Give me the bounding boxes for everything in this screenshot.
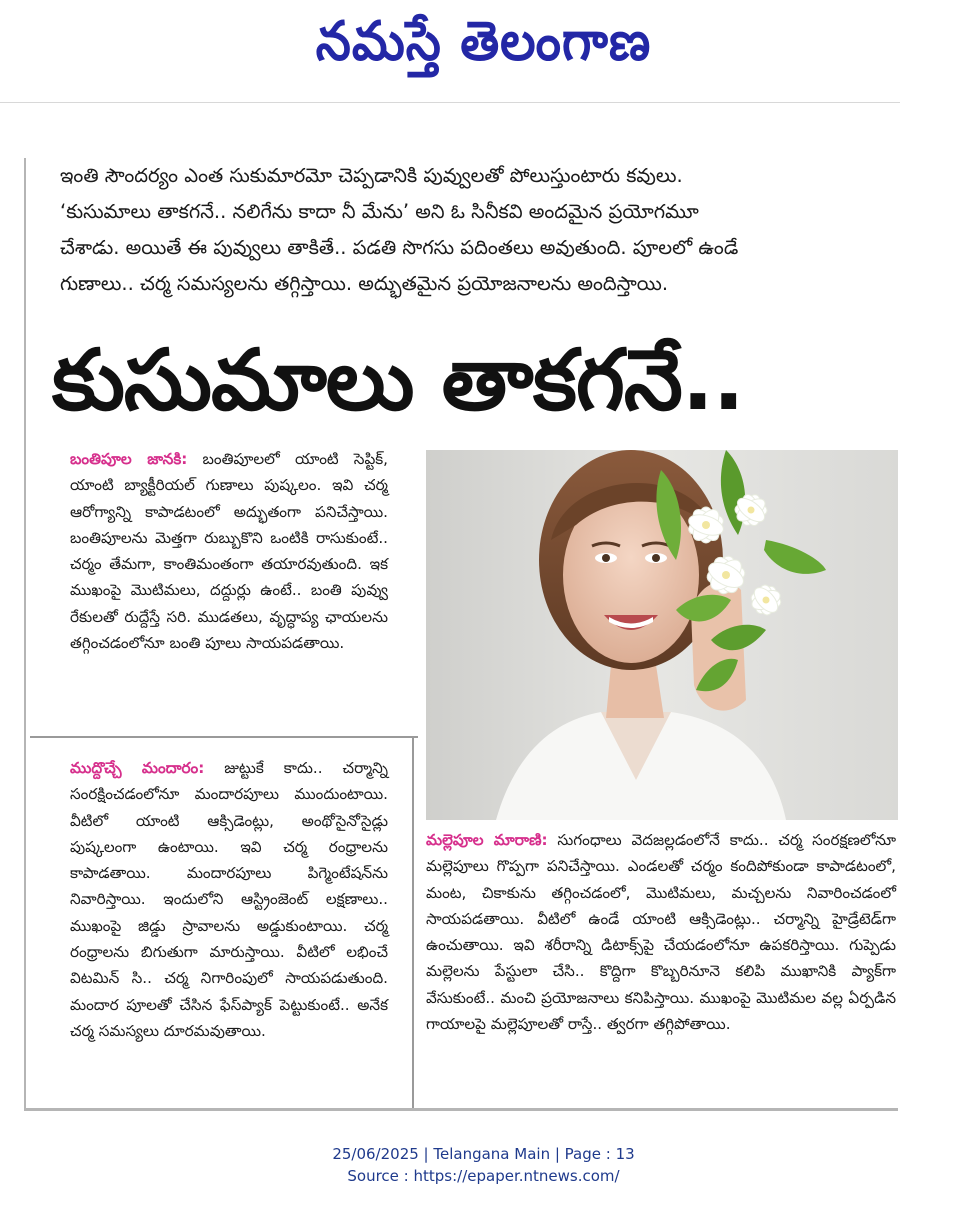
masthead-logo: నమస్తే తెలంగాణ: [315, 9, 652, 73]
section-body: సుగంధాలు వెదజల్లడంలోనే కాదు.. చర్మ సంరక్షణలోనూ మల్లెపూలు గొప్పగా పనిచేస్తాయి. ఎండలతో చర్మం కందిపోకుండా కాపాడటంలో, మంట, చికాకును తగ్గించడంలో, మొటిమలు, మచ్చలను నివారించడంలో సాయపడతాయి. వీటిలో ఉండే యాంటి ఆక్సిడెంట్లు.. చర్మాన్ని హైడ్రేటెడ్‌గా ఉంచుతాయి. ఇవి శరీరాన్ని డిటాక్స్‌పై చేయడంలోనూ ఉపకరిస్తాయి. గుప్పెడు మల్లెలను పేస్టులా చేసి.. కొద్దిగా కొబ్బరినూనె కలిపి ముఖానికి ప్యాక్‌గా వేసుకుంటే.. మంచి ప్రయోజనాలు కనిపిస్తాయి. ముఖంపై మొటిమల వల్ల ఏర్పడిన గాయాలపై మల్లెపూలతో రాస్తే.. త్వరగా తగ్గిపోతాయి.: [426, 831, 896, 1034]
article-left-border: [24, 158, 26, 1110]
article-headline: కుసుమాలు తాకగనే..: [52, 331, 744, 429]
section-body: బంతిపూలలో యాంటి సెప్టిక్, యాంటి బ్యాక్టీరియల్ గుణాలు పుష్కలం. ఇవి చర్మ ఆరోగ్యాన్ని కాపాడటంలో అద్భుతంగా పనిచేస్తాయి. బంతిపూలను మెత్తగా రుబ్బుకొని ఒంటికి రాసుకుంటే.. చర్మం తేమగా, కాంతిమంతంగా తయారవుతుంది. ఇక ముఖంపై మొటిమలు, దద్దుర్లు ఉంటే.. బంతి పువ్వు రేకులతో రుద్దేస్తే సరి. ముడతలు, వృద్ధాప్య ఛాయలను తగ్గించడంలోనూ బంతి పూలు సాయపడతాయి.: [70, 450, 389, 653]
section-subhead: ముద్దొచ్చే మందారం:: [70, 759, 205, 777]
intro-line: గుణాలు.. చర్మ సమస్యలను తగ్గిస్తాయి. అద్భుతమైన ప్రయోజనాలను అందిస్తాయి.: [60, 272, 669, 295]
intro-line: ‘కుసుమాలు తాకగనే.. నలిగేను కాదా నీ మేను’ అని ఓ సినీకవి అందమైన ప్రయోగమూ: [60, 200, 699, 223]
masthead-divider: [0, 102, 900, 103]
footer-edition-info: 25/06/2025 | Telangana Main | Page : 13: [332, 1145, 635, 1163]
section-body: జుట్టుకే కాదు.. చర్మాన్ని సంరక్షించడంలోనూ మందారపూలు ముందుంటాయి. వీటిలో యాంటి ఆక్సిడెంట్లు, అంథోసైనోసైడ్లు పుష్కలంగా ఉంటాయి. ఇవి చర్మ రంధ్రాలను కాపాడతాయి. మందారపూలు పిగ్మెంటేషన్‌ను నివారిస్తాయి. ఇందులోని ఆస్ట్రింజెంట్ లక్షణాలు.. ముఖంపై జిడ్డు స్రావాలను అడ్డుకుంటాయి. చర్మ రంధ్రాలను బిగుతుగా మారుస్తాయి. వీటిలో లభించే విటమిన్ సి.. చర్మ నిగారింపులో సాయపడుతుంది. మందార పూలతో చేసిన ఫేస్‌ప్యాక్ పెట్టుకుంటే.. అనేక చర్మ సమస్యలు దూరమవుతాయి.: [70, 759, 388, 1040]
section-marigold: [70, 446, 388, 656]
section-hibiscus: [70, 755, 388, 1044]
section-subhead: బంతిపూల జానకి:: [70, 450, 188, 468]
article-bottom-border: [24, 1108, 898, 1111]
column-divider-horizontal: [30, 736, 418, 738]
article-intro: [60, 158, 896, 302]
section-jasmine: [426, 827, 896, 1037]
article-photo-woman-with-flowers: [426, 450, 898, 820]
intro-line: చేశాడు. అయితే ఈ పువ్వులు తాకితే.. పడతి సొగసు పదింతలు అవుతుంది. పూలలో ఉండే: [60, 236, 739, 259]
column-divider-vertical: [412, 736, 414, 1108]
intro-line: ఇంతి సౌందర్యం ఎంత సుకుమారమో చెప్పడానికి పువ్వులతో పోలుస్తుంటారు కవులు.: [60, 164, 683, 187]
page-footer: [0, 1143, 967, 1187]
section-subhead: మల్లెపూల మారాణి:: [426, 831, 548, 849]
masthead: [0, 0, 967, 82]
footer-source-link[interactable]: Source : https://epaper.ntnews.com/: [347, 1167, 620, 1185]
